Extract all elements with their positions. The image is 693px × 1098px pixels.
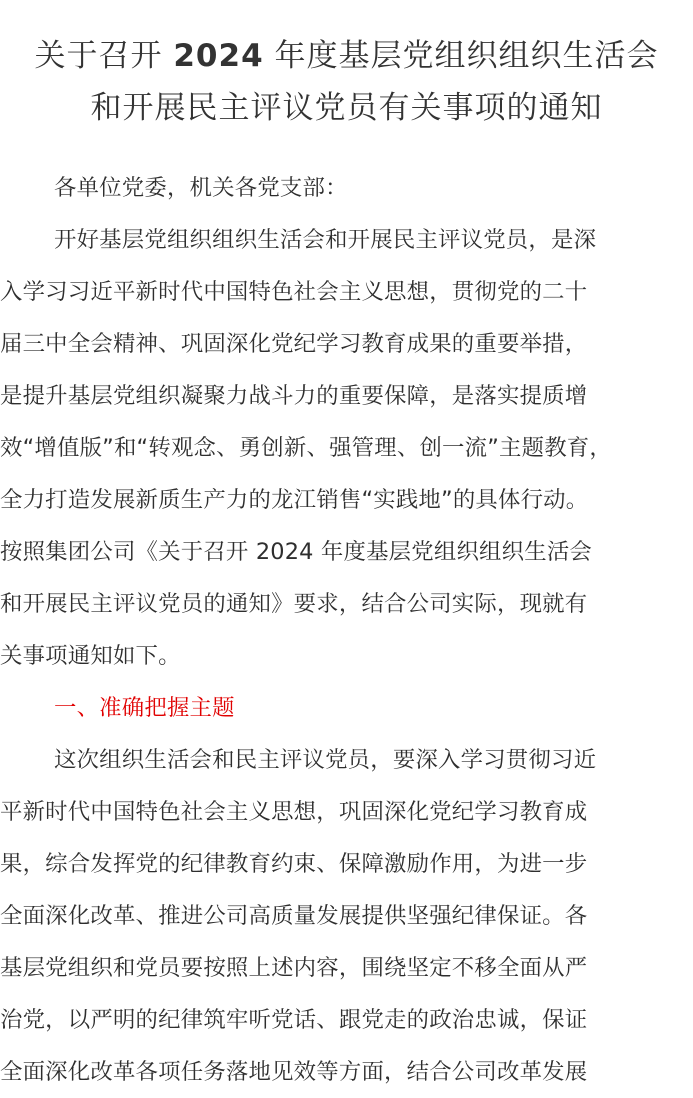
paragraph-line: 开好基层党组织组织生活会和开展民主评议党员，是深 [54, 227, 597, 253]
paragraph-line: 效“增值版”和“转观念、勇创新、强管理、创一流”主题教育， [0, 435, 612, 461]
paragraph-line: 治党，以严明的纪律筑牢听党话、跟党走的政治忠诚，保证 [0, 1007, 588, 1033]
paragraph-line: 入学习习近平新时代中国特色社会主义思想，贯彻党的二十 [0, 279, 588, 305]
paragraph-line: 按照集团公司《关于召开 2024 年度基层党组织组织生活会 [0, 539, 593, 565]
paragraph-line: 是提升基层党组织凝聚力战斗力的重要保障，是落实提质增 [0, 383, 588, 409]
title-line-2: 和开展民主评议党员有关事项的通知 [90, 90, 603, 126]
paragraph-line: 平新时代中国特色社会主义思想，巩固深化党纪学习教育成 [0, 799, 588, 825]
section-heading: 一、准确把握主题 [54, 695, 235, 721]
paragraph-line: 这次组织生活会和民主评议党员，要深入学习贯彻习近 [54, 747, 597, 773]
document-body [0, 162, 693, 1098]
title-prefix: 关于召开 [34, 38, 174, 74]
title-line-1 [35, 38, 659, 74]
paragraph-line: 全力打造发展新质生产力的龙江销售“实践地”的具体行动。 [0, 487, 589, 513]
salutation: 各单位党委，机关各党支部： [54, 175, 348, 201]
paragraph-line: 关事项通知如下。 [0, 643, 181, 669]
paragraph-line: 全面深化改革、推进公司高质量发展提供坚强纪律保证。各 [0, 903, 588, 929]
title-year: 2024 [173, 38, 264, 74]
paragraph-line: 和开展民主评议党员的通知》要求，结合公司实际，现就有 [0, 591, 588, 617]
paragraph-line: 基层党组织和党员要按照上述内容，围绕坚定不移全面从严 [0, 955, 588, 981]
title-suffix: 年度基层党组织组织生活会 [263, 38, 659, 74]
document-title [0, 0, 693, 134]
paragraph-intro [0, 214, 693, 682]
paragraph-line: 届三中全会精神、巩固深化党纪学习教育成果的重要举措， [0, 331, 588, 357]
paragraph-section-1 [0, 734, 693, 1098]
paragraph-line: 全面深化改革各项任务落地见效等方面，结合公司改革发展 [0, 1059, 588, 1085]
paragraph-line: 果，综合发挥党的纪律教育约束、保障激励作用，为进一步 [0, 851, 588, 877]
